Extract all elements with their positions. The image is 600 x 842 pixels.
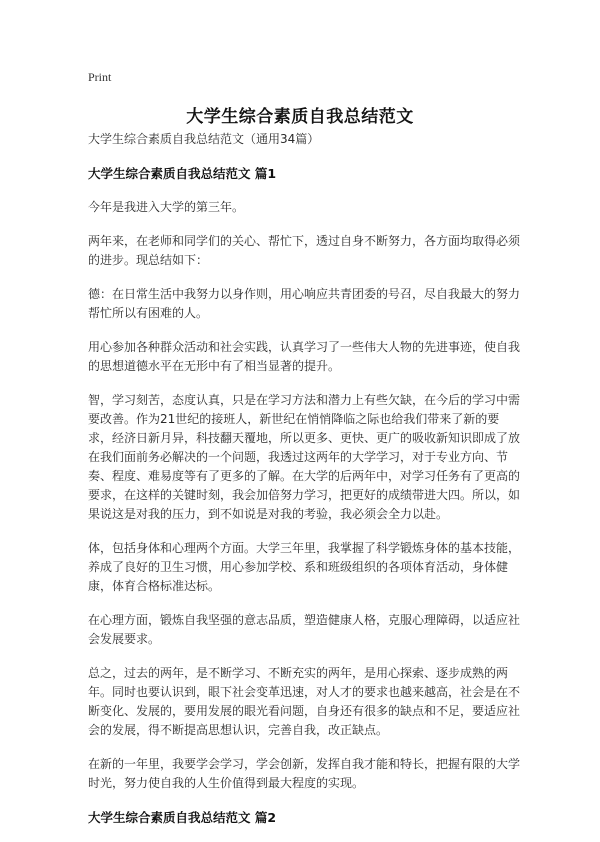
section-heading-2: 大学生综合素质自我总结范文 篇2	[88, 810, 277, 825]
page-title: 大学生综合素质自我总结范文	[186, 107, 414, 127]
paragraph: 用心参加各种群众活动和社会实践，认真学习了一些伟大人物的先进事迹，使自我的思想道德水平在无形中有了相当显著的提升。	[88, 340, 521, 373]
paragraph: 在心理方面，锻炼自我坚强的意志品质，塑造健康人格，克服心理障碍，以适应社会发展要求。	[88, 613, 521, 646]
document-body	[88, 130, 520, 842]
document-subtitle: 大学生综合素质自我总结范文（通用34篇）	[88, 132, 320, 146]
paragraph: 在新的一年里，我要学会学习，学会创新，发挥自我才能和特长，把握有限的大学时光，努力使自我的人生价值得到最大程度的实现。	[88, 757, 521, 790]
print-label[interactable]: Print	[88, 70, 112, 84]
paragraph: 体，包括身体和心理两个方面。大学三年里，我掌握了科学锻炼身体的基本技能，养成了良好的卫生习惯，用心参加学校、系和班级组织的各项体育活动，身体健康，体育合格标准达标。	[88, 541, 521, 593]
paragraph: 两年来，在老师和同学们的关心、帮忙下，透过自身不断努力，各方面均取得必须的进步。现总结如下：	[88, 234, 521, 267]
paragraph: 今年是我进入大学的第三年。	[88, 200, 245, 214]
section-heading-1: 大学生综合素质自我总结范文 篇1	[88, 166, 277, 181]
paragraph: 智，学习刻苦，态度认真，只是在学习方法和潜力上有些欠缺，在今后的学习中需要改善。作为21世纪的接班人，新世纪在悄悄降临之际也给我们带来了新的要求，经济日新月异，科技翻天覆地，所以更多、更快、更广的吸收新知识即成了放在我们面前务必解决的一个问题，我透过这两年的大学学习，对于专业方向、节奏、程度、难易度等有了更多的了解。在大学的后两年中，对学习任务有了更高的要求，在这样的关键时刻，我会加倍努力学习，把更好的成绩带进大四。所以，如果说这是对我的压力，到不如说是对我的考验，我必须会全力以赴。	[88, 393, 521, 521]
paragraph: 德：在日常生活中我努力以身作则，用心响应共青团委的号召，尽自我最大的努力帮忙所以有困难的人。	[88, 287, 521, 320]
paragraph: 总之，过去的两年，是不断学习、不断充实的两年，是用心探索、逐步成熟的两年。同时也要认识到，眼下社会变革迅速，对人才的要求也越来越高，社会是在不断变化、发展的，要用发展的眼光看问题，自身还有很多的缺点和不足，要适应社会的发展，得不断提高思想认识，完善自我，改正缺点。	[88, 666, 521, 737]
